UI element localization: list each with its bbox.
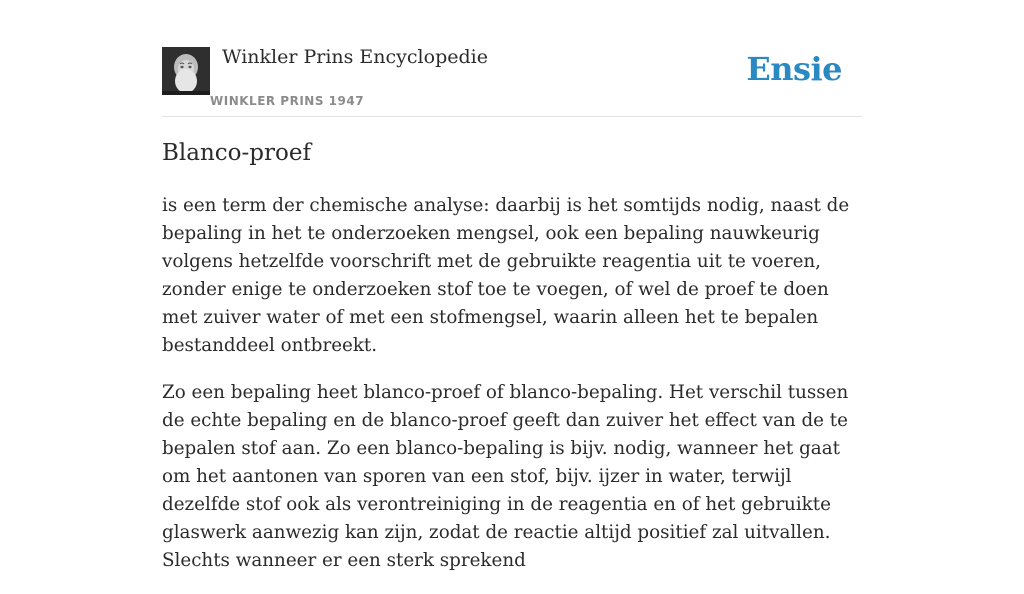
brand-logo[interactable]: Ensie — [746, 50, 842, 88]
article-container — [162, 0, 862, 571]
article-header — [162, 0, 862, 117]
paragraph: Zo een bepaling heet blanco-proef of blanco-bepaling. Het verschil tussen de echte bepaling en de blanco-proef geeft dan zuiver het effect van de te bepalen stof aan. Zo een blanco-bepaling is bijv. nodig, wanneer het gaat om het aantonen van sporen van een stof, bijv. ijzer in water, terwijl dezelfde stof ook als verontreiniging in de reagentia en of het gebruikte glaswerk aanwezig kan zijn, zodat de reactie altijd positief zal uitvallen. Slechts wanneer er een sterk sprekend — [162, 382, 849, 571]
article-body — [162, 192, 862, 594]
author-portrait-icon — [162, 47, 210, 95]
source-edition: WINKLER PRINS 1947 — [210, 94, 365, 108]
article-title: Blanco-proef — [162, 140, 311, 166]
author-avatar[interactable] — [162, 47, 210, 95]
paragraph: is een term der chemische analyse: daarbij is het somtijds nodig, naast de bepaling in het te onderzoeken mengsel, ook een bepaling nauwkeurig volgens hetzelfde voorschrift met de gebruikte reagentia uit te voeren, zonder enige te onderzoeken stof toe te voegen, of wel de proef te doen met zuiver water of met een stofmengsel, waarin alleen het te bepalen bestanddeel ontbreekt. — [162, 195, 850, 356]
source-name[interactable]: Winkler Prins Encyclopedie — [222, 46, 488, 68]
